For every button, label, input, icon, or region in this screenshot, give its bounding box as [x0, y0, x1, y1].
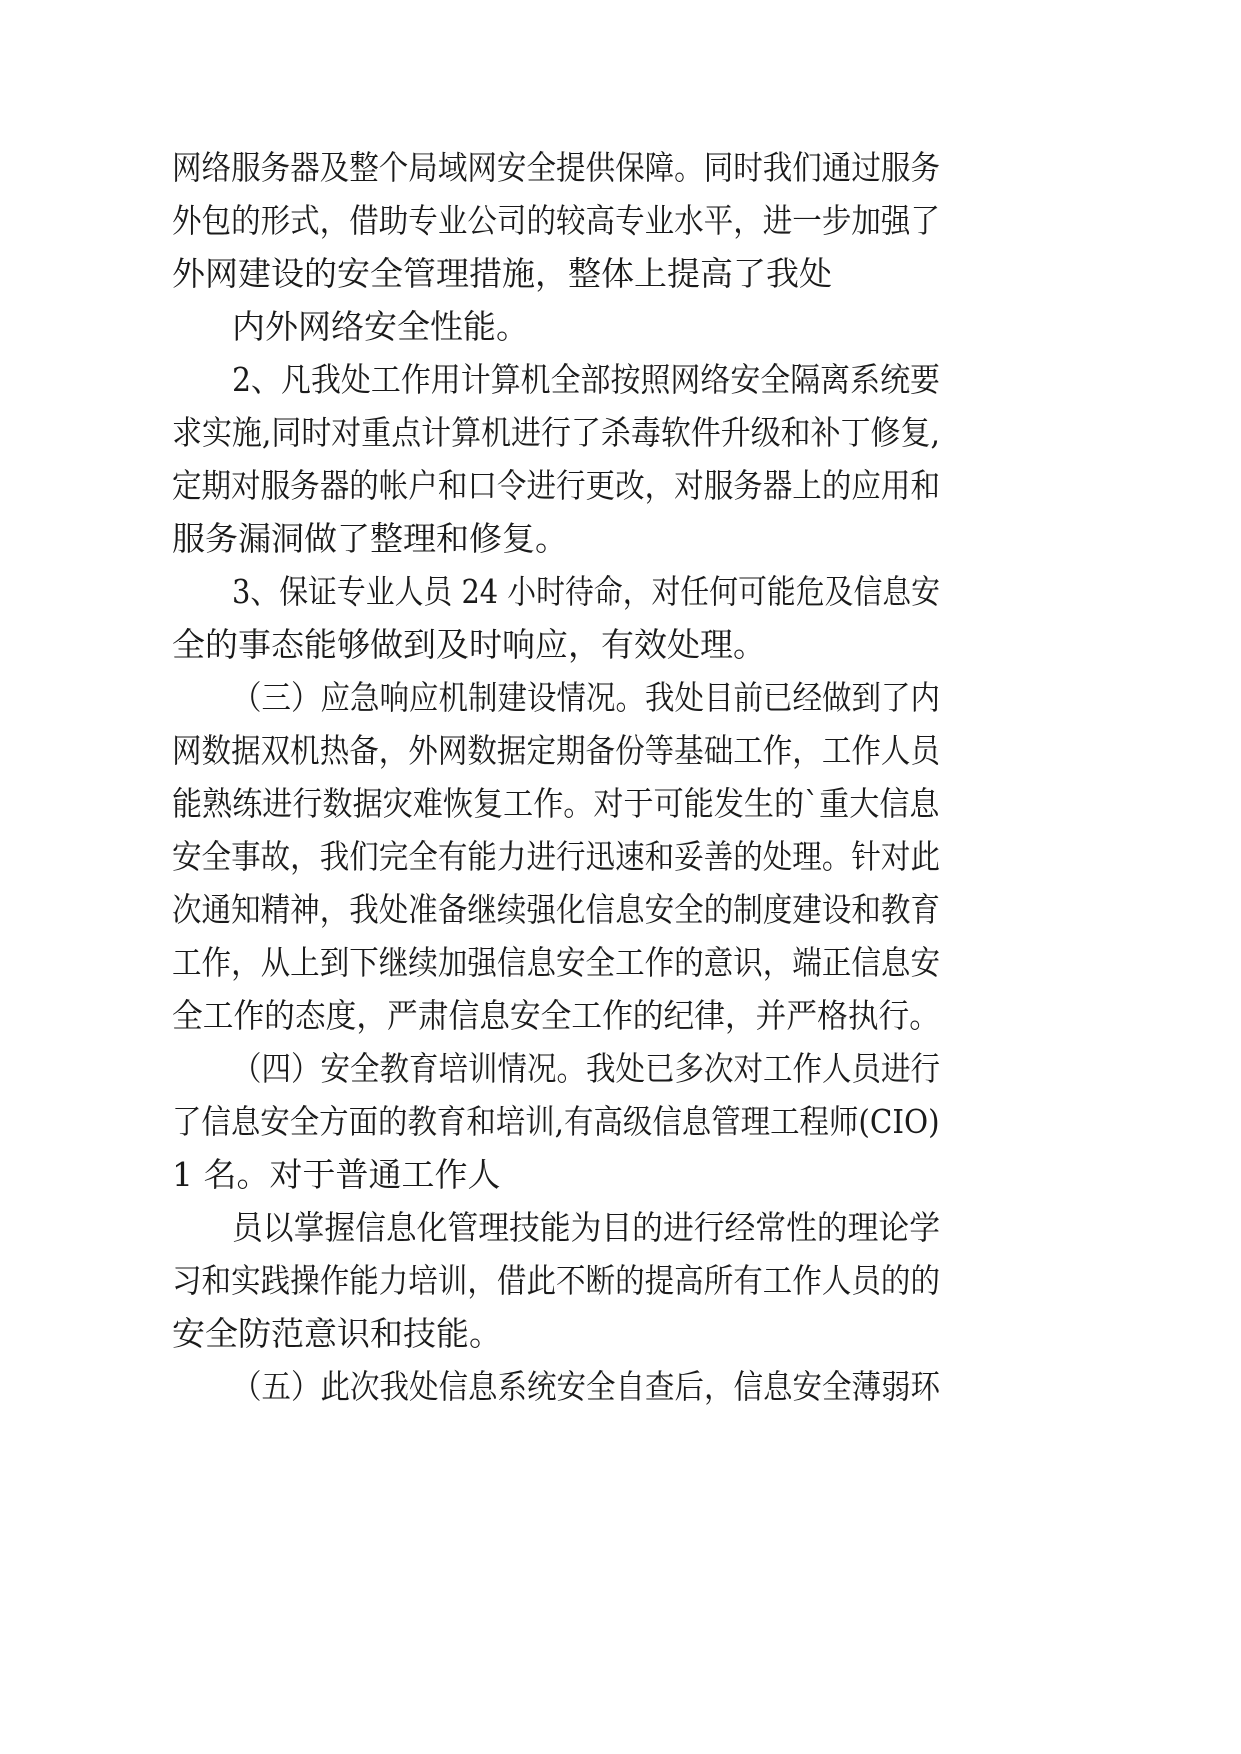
- text-line: 外包的形式，借助专业公司的较高专业水平，进一步加强了: [172, 201, 940, 240]
- text-line: 网数据双机热备，外网数据定期备份等基础工作，工作人员: [172, 731, 940, 770]
- text-line: 安全防范意识和技能。: [172, 1314, 502, 1353]
- text-line: 求实施,同时对重点计算机进行了杀毒软件升级和补丁修复,: [172, 413, 940, 452]
- text-line: 全工作的态度，严肃信息安全工作的纪律，并严格执行。: [172, 996, 940, 1035]
- text-line: 外网建设的安全管理措施，整体上提高了我处: [172, 254, 832, 293]
- text-line: 定期对服务器的帐户和口令进行更改，对服务器上的应用和: [172, 466, 940, 505]
- text-line: 能熟练进行数据灾难恢复工作。对于可能发生的`重大信息: [172, 784, 940, 823]
- text-line: 安全事故，我们完全有能力进行迅速和妥善的处理。针对此: [172, 837, 940, 876]
- text-line: 了信息安全方面的教育和培训,有高级信息管理工程师(CIO): [172, 1102, 940, 1141]
- text-line: （五）此次我处信息系统安全自查后，信息安全薄弱环: [232, 1367, 940, 1406]
- text-line: 习和实践操作能力培训，借此不断的提高所有工作人员的的: [172, 1261, 940, 1300]
- text-line: 全的事态能够做到及时响应，有效处理。: [172, 625, 766, 664]
- text-line: 服务漏洞做了整理和修复。: [172, 519, 568, 558]
- text-line: 3、保证专业人员 24 小时待命，对任何可能危及信息安: [232, 572, 940, 611]
- text-line: 2、凡我处工作用计算机全部按照网络安全隔离系统要: [232, 360, 941, 399]
- text-line: 工作，从上到下继续加强信息安全工作的意识，端正信息安: [172, 943, 940, 982]
- text-line: 次通知精神，我处准备继续强化信息安全的制度建设和教育: [172, 890, 940, 929]
- text-line: 员以掌握信息化管理技能为目的进行经常性的理论学: [232, 1208, 940, 1247]
- text-line: 1 名。对于普通工作人: [172, 1155, 501, 1194]
- text-line: （四）安全教育培训情况。我处已多次对工作人员进行: [232, 1049, 940, 1088]
- text-line: 内外网络安全性能。: [232, 307, 529, 346]
- text-line: 网络服务器及整个局域网安全提供保障。同时我们通过服务: [172, 148, 940, 187]
- text-line: （三）应急响应机制建设情况。我处目前已经做到了内: [232, 678, 940, 717]
